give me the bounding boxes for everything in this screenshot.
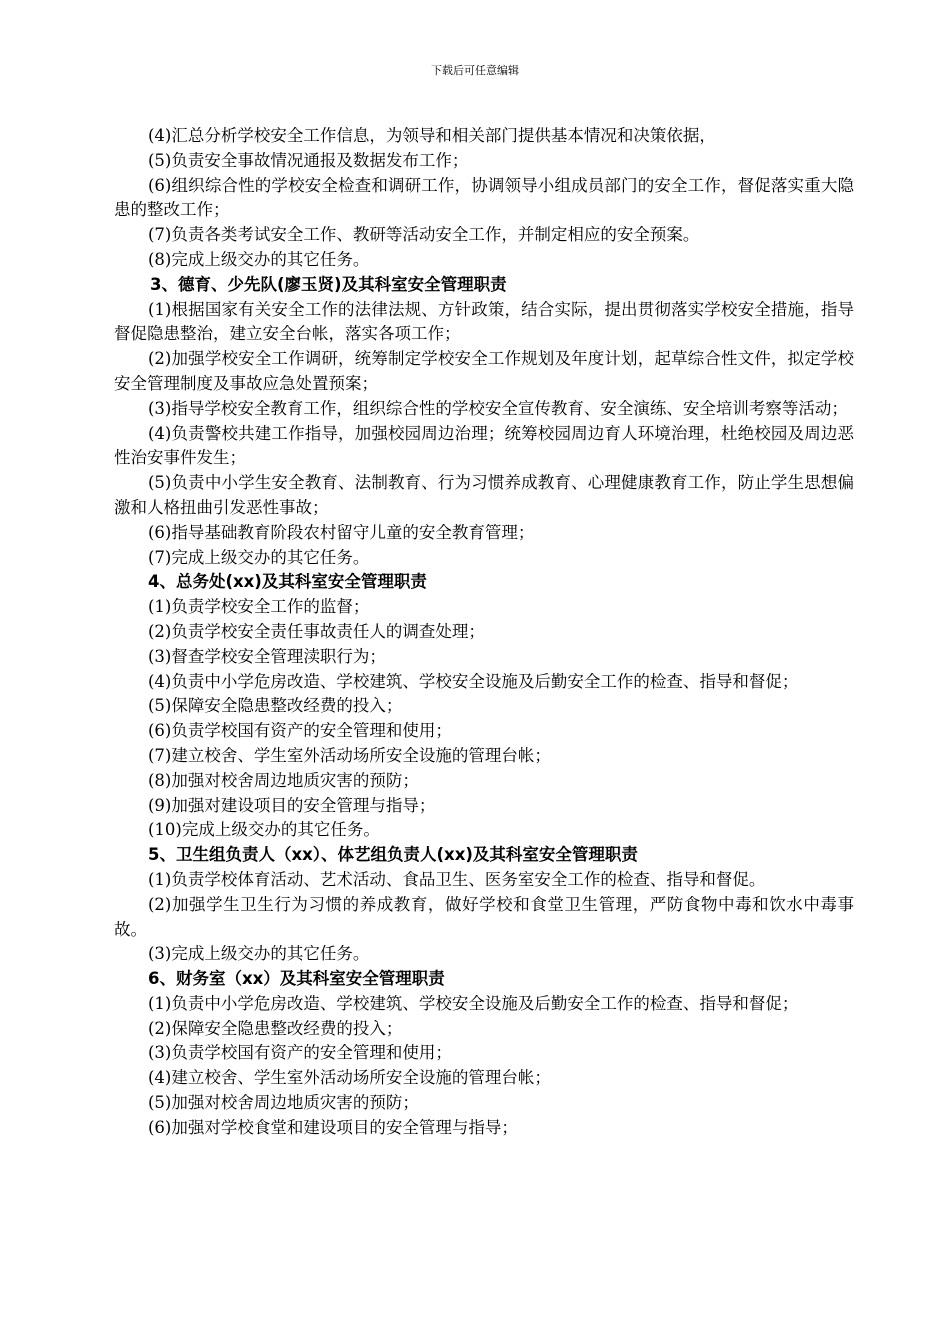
list-item: (3)督查学校安全管理渎职行为；: [148, 646, 386, 666]
list-item: (3)负责学校国有资产的安全管理和使用；: [148, 1043, 452, 1063]
list-item: (4)负责警校共建工作指导，加强校园周边治理；统筹校园周边育人环境治理，杜绝校园及周边恶性治安事件发生；: [114, 423, 854, 468]
page-header-note: 下载后可任意编辑: [431, 64, 519, 77]
list-item: (6)负责学校国有资产的安全管理和使用；: [148, 721, 452, 741]
list-item: (5)负责安全事故情况通报及数据发布工作；: [148, 150, 469, 170]
list-item: (1)负责学校安全工作的监督；: [148, 597, 370, 617]
list-item: (2)保障安全隐患整改经费的投入；: [148, 1018, 403, 1038]
list-item: (2)负责学校安全责任事故责任人的调查处理；: [148, 621, 485, 641]
list-item: (4)负责中小学危房改造、学校建筑、学校安全设施及后勤安全工作的检查、指导和督促；: [148, 671, 799, 691]
section-heading: 3、德育、少先队(廖玉贤)及其科室安全管理职责: [150, 274, 507, 294]
document-body: [114, 124, 854, 1141]
section-heading: 4、总务处(xx)及其科室安全管理职责: [148, 572, 427, 592]
list-item: (6)指导基础教育阶段农村留守儿童的安全教育管理；: [148, 522, 535, 542]
section-heading: 6、财务室（xx）及其科室安全管理职责: [148, 969, 445, 989]
list-item: (1)根据国家有关安全工作的法律法规、方针政策，结合实际，提出贯彻落实学校安全措施，指导督促隐患整治，建立安全台帐，落实各项工作；: [114, 299, 854, 344]
list-item: (8)加强对校舍周边地质灾害的预防；: [148, 770, 419, 790]
list-item: (5)加强对校舍周边地质灾害的预防；: [148, 1093, 419, 1113]
list-item: (7)建立校舍、学生室外活动场所安全设施的管理台帐；: [148, 745, 551, 765]
list-item: (1)负责学校体育活动、艺术活动、食品卫生、医务室安全工作的检查、指导和督促。: [148, 869, 766, 889]
list-item: (7)完成上级交办的其它任务。: [148, 547, 370, 567]
list-item: (5)负责中小学生安全教育、法制教育、行为习惯养成教育、心理健康教育工作，防止学生思想偏激和人格扭曲引发恶性事故；: [114, 473, 854, 517]
list-item: (5)保障安全隐患整改经费的投入；: [148, 696, 403, 716]
list-item: (4)建立校舍、学生室外活动场所安全设施的管理台帐；: [148, 1068, 551, 1088]
list-item: (2)加强学校安全工作调研，统筹制定学校安全工作规划及年度计划，起草综合性文件，拟定学校安全管理制度及事故应急处置预案；: [114, 349, 854, 393]
section-heading: 5、卫生组负责人（xx）、体艺组负责人(xx)及其科室安全管理职责: [148, 845, 638, 865]
list-item: (2)加强学生卫生行为习惯的养成教育，做好学校和食堂卫生管理，严防食物中毒和饮水中毒事故。: [114, 894, 854, 939]
list-item: (8)完成上级交办的其它任务。: [148, 249, 370, 269]
list-item: (6)组织综合性的学校安全检查和调研工作，协调领导小组成员部门的安全工作，督促落实重大隐患的整改工作；: [114, 175, 854, 220]
list-item: (10)完成上级交办的其它任务。: [148, 820, 380, 840]
list-item: (3)指导学校安全教育工作，组织综合性的学校安全宣传教育、安全演练、安全培训考察等活动；: [148, 398, 848, 418]
list-item: (9)加强对建设项目的安全管理与指导；: [148, 795, 436, 815]
list-item: (6)加强对学校食堂和建设项目的安全管理与指导；: [148, 1117, 518, 1137]
list-item: (3)完成上级交办的其它任务。: [148, 944, 370, 964]
list-item: (4)汇总分析学校安全工作信息，为领导和相关部门提供基本情况和决策依据，: [148, 126, 716, 145]
list-item: (7)负责各类考试安全工作、教研等活动安全工作，并制定相应的安全预案。: [148, 225, 700, 245]
list-item: (1)负责中小学危房改造、学校建筑、学校安全设施及后勤安全工作的检查、指导和督促；: [148, 993, 799, 1013]
